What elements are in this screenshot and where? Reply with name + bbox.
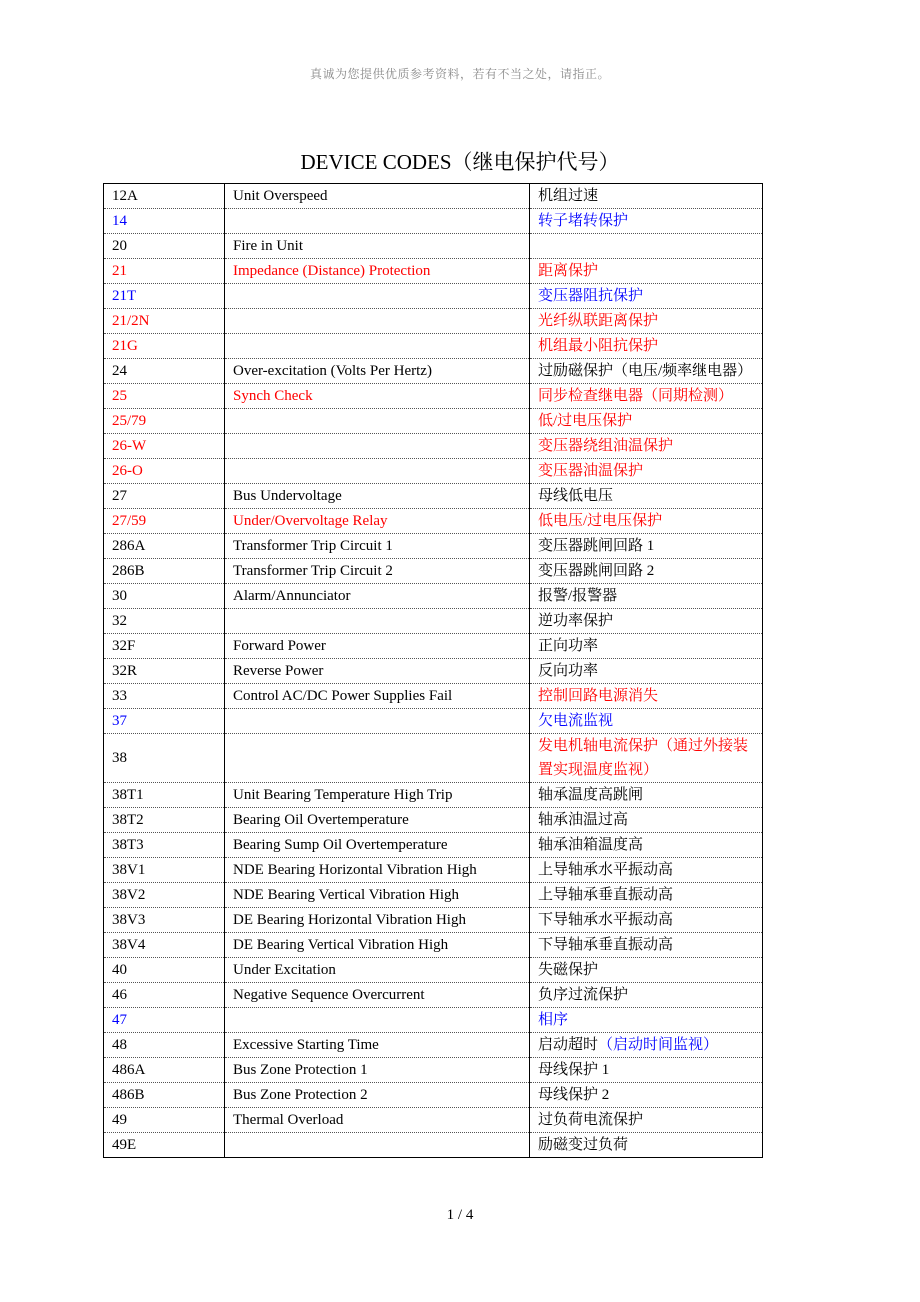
table-row — [104, 384, 763, 409]
chinese-name-cell — [530, 259, 763, 284]
table-row — [104, 1008, 763, 1033]
chinese-name-cell — [530, 1008, 763, 1033]
table-row — [104, 1033, 763, 1058]
table-row — [104, 259, 763, 284]
chinese-name-cell — [530, 883, 763, 908]
table-row — [104, 559, 763, 584]
device-code-cell: 286B — [104, 559, 225, 584]
chinese-name-text: 上导轴承垂直振动高 — [538, 887, 674, 903]
header-note: 真诚为您提供优质参考资料，若有不当之处，请指正。 — [309, 67, 610, 81]
table-row — [104, 883, 763, 908]
device-code-cell: 46 — [104, 983, 225, 1008]
device-code-cell: 32 — [104, 609, 225, 634]
device-code-cell: 24 — [104, 359, 225, 384]
chinese-name-cell — [530, 284, 763, 309]
device-name-cell: Synch Check — [225, 384, 530, 409]
device-code-cell: 12A — [104, 184, 225, 209]
device-code-cell: 38V3 — [104, 908, 225, 933]
device-name-cell: Thermal Overload — [225, 1108, 530, 1133]
chinese-name-cell — [530, 659, 763, 684]
device-name-cell: Transformer Trip Circuit 1 — [225, 534, 530, 559]
device-code-cell: 49 — [104, 1108, 225, 1133]
device-code-cell: 37 — [104, 709, 225, 734]
table-row — [104, 1133, 763, 1158]
device-code-cell: 25/79 — [104, 409, 225, 434]
chinese-name-cell — [530, 958, 763, 983]
table-row — [104, 484, 763, 509]
page-number: 1 / 4 — [446, 1207, 474, 1223]
device-code-cell: 20 — [104, 234, 225, 259]
chinese-name-text: 下导轴承水平振动高 — [538, 912, 674, 928]
table-row — [104, 1058, 763, 1083]
device-code-cell: 21 — [104, 259, 225, 284]
device-name-cell — [225, 609, 530, 634]
device-name-cell: Unit Bearing Temperature High Trip — [225, 783, 530, 808]
chinese-name-text: 变压器跳闸回路 2 — [538, 563, 655, 579]
chinese-name-text: 同步检查继电器（同期检测） — [538, 388, 734, 404]
chinese-name-text: 变压器绕组油温保护 — [538, 438, 674, 454]
chinese-name-cell — [530, 858, 763, 883]
chinese-name-text: 过负荷电流保护 — [538, 1112, 644, 1128]
chinese-name-cell — [530, 933, 763, 958]
table-row — [104, 184, 763, 209]
table-row — [104, 709, 763, 734]
table-row — [104, 409, 763, 434]
chinese-name-text: 控制回路电源消失 — [538, 688, 659, 704]
table-row — [104, 334, 763, 359]
device-name-cell: Bus Undervoltage — [225, 484, 530, 509]
chinese-name-text: 过励磁保护（电压/频率继电器） — [538, 363, 753, 379]
chinese-name-cell — [530, 783, 763, 808]
chinese-name-cell — [530, 833, 763, 858]
device-name-cell — [225, 1008, 530, 1033]
chinese-name-text: 母线低电压 — [538, 488, 614, 504]
chinese-name-cell — [530, 359, 763, 384]
chinese-name-text: 机组过速 — [538, 188, 599, 204]
device-name-cell — [225, 459, 530, 484]
device-code-cell: 38V2 — [104, 883, 225, 908]
device-name-cell — [225, 434, 530, 459]
device-name-cell — [225, 734, 530, 783]
device-code-cell: 27 — [104, 484, 225, 509]
chinese-name-cell — [530, 709, 763, 734]
chinese-name-cell — [530, 334, 763, 359]
device-code-cell: 14 — [104, 209, 225, 234]
chinese-name-text: 变压器阻抗保护 — [538, 288, 644, 304]
table-row — [104, 1108, 763, 1133]
device-name-cell: Negative Sequence Overcurrent — [225, 983, 530, 1008]
device-code-cell: 25 — [104, 384, 225, 409]
device-name-cell: Under/Overvoltage Relay — [225, 509, 530, 534]
table-row — [104, 284, 763, 309]
chinese-name-cell — [530, 409, 763, 434]
device-code-cell: 38T1 — [104, 783, 225, 808]
device-name-cell: DE Bearing Vertical Vibration High — [225, 933, 530, 958]
chinese-name-text: 上导轴承水平振动高 — [538, 862, 674, 878]
chinese-name-text: 发电机轴电流保护（通过外接装置实现温度监视） — [538, 738, 749, 778]
device-code-cell: 486A — [104, 1058, 225, 1083]
chinese-name-text: 失磁保护 — [538, 962, 599, 978]
device-code-cell: 33 — [104, 684, 225, 709]
chinese-name-cell — [530, 1033, 763, 1058]
table-row — [104, 684, 763, 709]
device-name-cell: NDE Bearing Horizontal Vibration High — [225, 858, 530, 883]
chinese-name-cell — [530, 459, 763, 484]
chinese-name-cell — [530, 584, 763, 609]
device-name-cell: Impedance (Distance) Protection — [225, 259, 530, 284]
device-code-cell: 40 — [104, 958, 225, 983]
device-code-cell: 21T — [104, 284, 225, 309]
device-code-cell: 27/59 — [104, 509, 225, 534]
device-name-cell: Fire in Unit — [225, 234, 530, 259]
chinese-name-text: 母线保护 2 — [538, 1087, 610, 1103]
chinese-name-cell — [530, 234, 763, 259]
chinese-name-text: 光纤纵联距离保护 — [538, 313, 659, 329]
chinese-name-cell — [530, 634, 763, 659]
table-row — [104, 734, 763, 783]
device-code-cell: 49E — [104, 1133, 225, 1158]
chinese-name-text: 报警/报警器 — [538, 588, 618, 604]
device-code-cell: 48 — [104, 1033, 225, 1058]
device-code-cell: 38V4 — [104, 933, 225, 958]
device-codes-table — [103, 183, 763, 1158]
device-name-cell: Unit Overspeed — [225, 184, 530, 209]
device-name-cell — [225, 709, 530, 734]
table-row — [104, 933, 763, 958]
table-row — [104, 833, 763, 858]
chinese-name-cell — [530, 734, 763, 783]
chinese-name-cell — [530, 209, 763, 234]
table-row — [104, 908, 763, 933]
table-row — [104, 808, 763, 833]
chinese-name-note: （启动时间监视） — [598, 1037, 719, 1053]
device-name-cell — [225, 284, 530, 309]
device-code-cell: 26-O — [104, 459, 225, 484]
table-row — [104, 958, 763, 983]
device-name-cell — [225, 409, 530, 434]
table-row — [104, 584, 763, 609]
chinese-name-cell — [530, 559, 763, 584]
chinese-name-text: 励磁变过负荷 — [538, 1137, 629, 1153]
chinese-name-cell — [530, 384, 763, 409]
device-codes-body — [104, 184, 763, 1158]
device-name-cell: DE Bearing Horizontal Vibration High — [225, 908, 530, 933]
table-row — [104, 659, 763, 684]
chinese-name-text: 反向功率 — [538, 663, 599, 679]
chinese-name-text: 启动超时 — [538, 1037, 599, 1053]
device-code-cell: 32F — [104, 634, 225, 659]
device-name-cell: Reverse Power — [225, 659, 530, 684]
chinese-name-text: 相序 — [538, 1012, 569, 1028]
chinese-name-cell — [530, 983, 763, 1008]
chinese-name-text: 负序过流保护 — [538, 987, 629, 1003]
chinese-name-text: 正向功率 — [538, 638, 599, 654]
chinese-name-cell — [530, 1133, 763, 1158]
chinese-name-text: 低/过电压保护 — [538, 413, 633, 429]
device-name-cell: Excessive Starting Time — [225, 1033, 530, 1058]
table-row — [104, 434, 763, 459]
page-title: DEVICE CODES（继电保护代号） — [300, 150, 620, 174]
device-name-cell: Control AC/DC Power Supplies Fail — [225, 684, 530, 709]
device-name-cell: Bearing Oil Overtemperature — [225, 808, 530, 833]
chinese-name-cell — [530, 684, 763, 709]
chinese-name-cell — [530, 1083, 763, 1108]
device-name-cell: NDE Bearing Vertical Vibration High — [225, 883, 530, 908]
table-row — [104, 459, 763, 484]
chinese-name-text: 欠电流监视 — [538, 713, 614, 729]
chinese-name-text: 轴承温度高跳闸 — [538, 787, 644, 803]
device-name-cell: Forward Power — [225, 634, 530, 659]
chinese-name-cell — [530, 309, 763, 334]
device-name-cell: Under Excitation — [225, 958, 530, 983]
chinese-name-text: 变压器跳闸回路 1 — [538, 538, 655, 554]
chinese-name-text: 下导轴承垂直振动高 — [538, 937, 674, 953]
device-code-cell: 38 — [104, 734, 225, 783]
chinese-name-cell — [530, 434, 763, 459]
table-row — [104, 509, 763, 534]
device-code-cell: 486B — [104, 1083, 225, 1108]
chinese-name-text: 轴承油箱温度高 — [538, 837, 644, 853]
device-name-cell — [225, 309, 530, 334]
device-code-cell: 26-W — [104, 434, 225, 459]
table-row — [104, 783, 763, 808]
table-row — [104, 309, 763, 334]
chinese-name-text: 距离保护 — [538, 263, 599, 279]
device-name-cell: Bearing Sump Oil Overtemperature — [225, 833, 530, 858]
device-name-cell: Transformer Trip Circuit 2 — [225, 559, 530, 584]
table-row — [104, 1083, 763, 1108]
device-code-cell: 32R — [104, 659, 225, 684]
device-code-cell: 286A — [104, 534, 225, 559]
device-name-cell: Bus Zone Protection 1 — [225, 1058, 530, 1083]
chinese-name-cell — [530, 184, 763, 209]
chinese-name-text: 母线保护 1 — [538, 1062, 610, 1078]
chinese-name-cell — [530, 908, 763, 933]
device-code-cell: 47 — [104, 1008, 225, 1033]
device-name-cell — [225, 1133, 530, 1158]
chinese-name-cell — [530, 1108, 763, 1133]
table-row — [104, 634, 763, 659]
device-code-cell: 21G — [104, 334, 225, 359]
device-code-cell: 38T3 — [104, 833, 225, 858]
table-row — [104, 534, 763, 559]
table-row — [104, 209, 763, 234]
chinese-name-cell — [530, 609, 763, 634]
device-name-cell: Over-excitation (Volts Per Hertz) — [225, 359, 530, 384]
table-row — [104, 983, 763, 1008]
table-row — [104, 359, 763, 384]
table-row — [104, 858, 763, 883]
chinese-name-text: 机组最小阻抗保护 — [538, 338, 659, 354]
chinese-name-text: 轴承油温过高 — [538, 812, 629, 828]
chinese-name-cell — [530, 509, 763, 534]
device-code-cell: 21/2N — [104, 309, 225, 334]
device-code-cell: 38T2 — [104, 808, 225, 833]
chinese-name-cell — [530, 484, 763, 509]
chinese-name-cell — [530, 534, 763, 559]
device-code-cell: 30 — [104, 584, 225, 609]
device-name-cell: Bus Zone Protection 2 — [225, 1083, 530, 1108]
chinese-name-text: 变压器油温保护 — [538, 463, 644, 479]
chinese-name-text: 逆功率保护 — [538, 613, 614, 629]
chinese-name-text: 转子堵转保护 — [538, 213, 629, 229]
chinese-name-text: 低电压/过电压保护 — [538, 513, 663, 529]
table-row — [104, 234, 763, 259]
table-row — [104, 609, 763, 634]
chinese-name-cell — [530, 808, 763, 833]
device-name-cell: Alarm/Annunciator — [225, 584, 530, 609]
device-code-cell: 38V1 — [104, 858, 225, 883]
device-name-cell — [225, 334, 530, 359]
device-name-cell — [225, 209, 530, 234]
chinese-name-cell — [530, 1058, 763, 1083]
